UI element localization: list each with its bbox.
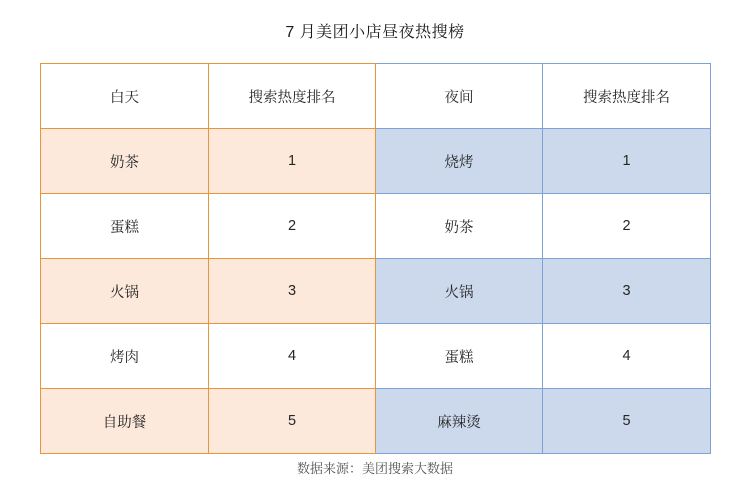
table-row — [41, 389, 711, 454]
cell-night-rank: 1 — [543, 129, 711, 194]
cell-day-rank: 4 — [209, 324, 376, 389]
data-source-note: 数据来源：美团搜索大数据 — [296, 461, 453, 476]
cell-day-rank: 5 — [209, 389, 376, 454]
cell-day-rank: 2 — [209, 194, 376, 259]
table-row — [41, 324, 711, 389]
cell-night-rank: 3 — [543, 259, 711, 324]
table-row — [41, 259, 711, 324]
cell-day-rank: 3 — [209, 259, 376, 324]
cell-day-item: 奶茶 — [41, 129, 209, 194]
column-header-night-rank: 搜索热度排名 — [543, 64, 711, 129]
cell-night-rank: 4 — [543, 324, 711, 389]
cell-night-rank: 2 — [543, 194, 711, 259]
cell-night-rank: 5 — [543, 389, 711, 454]
column-header-day-rank: 搜索热度排名 — [209, 64, 376, 129]
table-header-row — [41, 64, 711, 129]
column-header-day: 白天 — [41, 64, 209, 129]
table-row — [41, 129, 711, 194]
cell-night-item: 麻辣烫 — [376, 389, 543, 454]
cell-night-item: 火锅 — [376, 259, 543, 324]
cell-night-item: 蛋糕 — [376, 324, 543, 389]
cell-night-item: 奶茶 — [376, 194, 543, 259]
hot-search-table-container — [40, 63, 710, 454]
cell-day-item: 烤肉 — [41, 324, 209, 389]
cell-day-rank: 1 — [209, 129, 376, 194]
page-title: 7 月美团小店昼夜热搜榜 — [285, 24, 465, 41]
cell-day-item: 自助餐 — [41, 389, 209, 454]
cell-day-item: 蛋糕 — [41, 194, 209, 259]
hot-search-table — [40, 63, 711, 454]
column-header-night: 夜间 — [376, 64, 543, 129]
cell-day-item: 火锅 — [41, 259, 209, 324]
cell-night-item: 烧烤 — [376, 129, 543, 194]
table-row — [41, 194, 711, 259]
